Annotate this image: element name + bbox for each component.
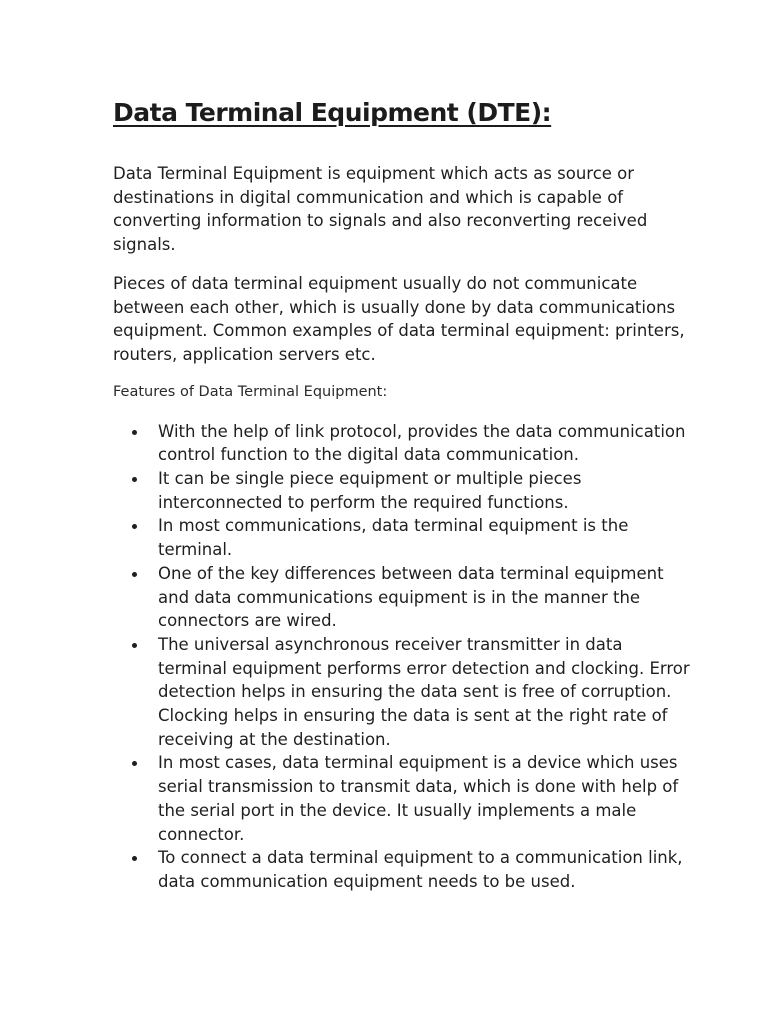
bullet-icon xyxy=(132,761,137,766)
feature-text: One of the key differences between data terminal equipment and data communications equipment is in the manner the connectors are wired. xyxy=(158,563,664,631)
bullet-icon xyxy=(132,856,137,861)
examples-paragraph: Pieces of data terminal equipment usually do not communicate between each other, which is usually done by data communications equipment. Common examples of data terminal equipment: printers, routers, application servers etc. xyxy=(113,273,685,364)
document-page xyxy=(113,96,693,894)
feature-text: The universal asynchronous receiver transmitter in data terminal equipment performs error detection and clocking. Error detection helps in ensuring the data sent is free of corruption. Clocking helps in ensuring the data is sent at the right rate of receiving at the destination. xyxy=(158,634,690,749)
feature-item xyxy=(113,420,693,467)
feature-item xyxy=(113,633,693,752)
feature-text: It can be single piece equipment or multiple pieces interconnected to perform the required functions. xyxy=(158,469,582,512)
feature-text: In most communications, data terminal equipment is the terminal. xyxy=(158,516,629,560)
feature-item xyxy=(113,846,693,893)
feature-item xyxy=(113,751,693,846)
feature-item xyxy=(113,562,693,633)
bullet-icon xyxy=(132,524,137,529)
features-list xyxy=(113,420,693,894)
feature-item xyxy=(113,467,693,514)
bullet-icon xyxy=(132,430,137,435)
page-title: Data Terminal Equipment (DTE): xyxy=(113,98,552,127)
bullet-icon xyxy=(132,643,137,648)
feature-text: In most cases, data terminal equipment is a device which uses serial transmission to transmit data, which is done with help of the serial port in the device. It usually implements a male connector. xyxy=(158,753,679,844)
bullet-icon xyxy=(132,477,137,482)
intro-paragraph: Data Terminal Equipment is equipment which acts as source or destinations in digital communication and which is capable of converting information to signals and also reconverting received signals. xyxy=(113,164,648,255)
bullet-icon xyxy=(132,572,137,577)
features-heading: Features of Data Terminal Equipment: xyxy=(113,383,388,400)
feature-text: To connect a data terminal equipment to a communication link, data communication equipment needs to be used. xyxy=(158,848,683,891)
feature-item xyxy=(113,514,693,561)
feature-text: With the help of link protocol, provides the data communication control function to the digital data communication. xyxy=(158,421,686,465)
